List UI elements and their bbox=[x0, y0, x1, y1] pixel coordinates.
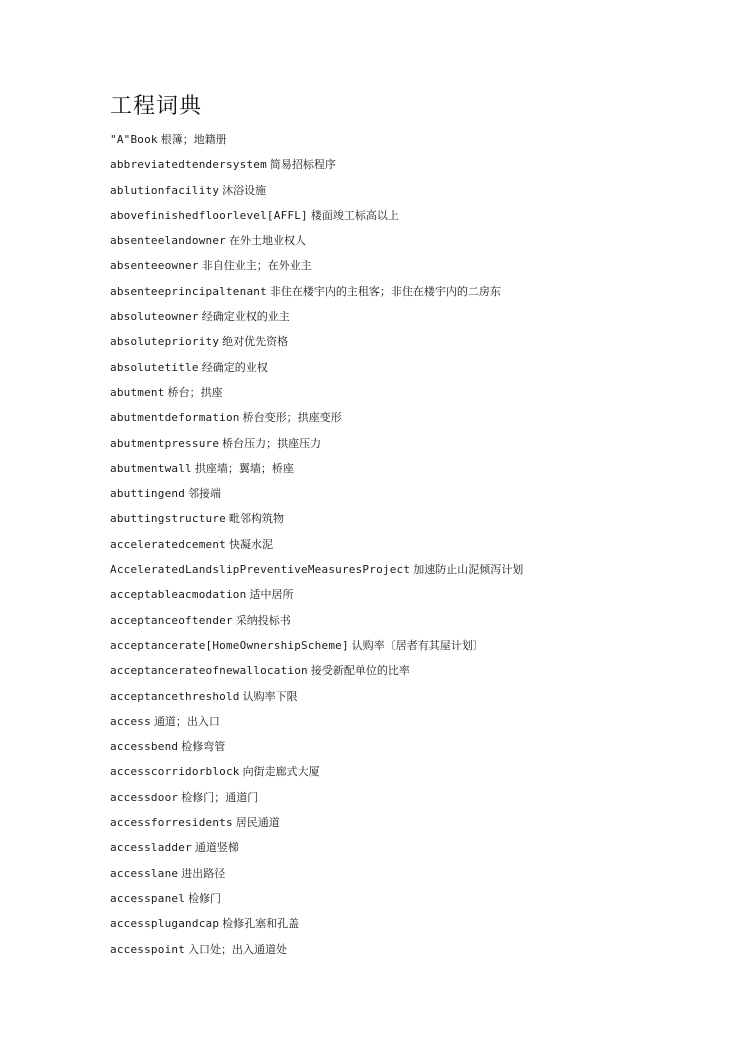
entry-term: acceptancethreshold bbox=[110, 689, 240, 703]
entry-term: "A"Book bbox=[110, 133, 158, 146]
entry-definition: 桥台；拱座 bbox=[167, 385, 223, 399]
entry-term: acceleratedcement bbox=[110, 537, 226, 551]
entry-definition: 简易招标程序 bbox=[269, 158, 336, 172]
entry-definition: 居民通道 bbox=[235, 816, 280, 830]
glossary-entry bbox=[110, 837, 730, 862]
entry-definition: 检修孔塞和孔盖 bbox=[222, 917, 300, 931]
entry-definition: 适中居所 bbox=[249, 588, 294, 602]
glossary-entry bbox=[110, 382, 730, 407]
entry-definition: 向街走廊式大厦 bbox=[242, 765, 320, 779]
entry-definition: 在外土地业权人 bbox=[228, 234, 306, 248]
entry-term: accesscorridorblock bbox=[110, 765, 240, 779]
entry-definition: 进出路径 bbox=[181, 866, 226, 880]
entry-definition: 采纳投标书 bbox=[235, 613, 291, 627]
glossary-entry bbox=[110, 559, 730, 584]
entry-term: abutment bbox=[110, 385, 165, 399]
glossary-entry bbox=[110, 357, 730, 382]
entry-term: accessplugandcap bbox=[110, 917, 220, 931]
entry-term: absenteeprincipaltenant bbox=[110, 284, 267, 298]
entry-term: accessdoor bbox=[110, 790, 179, 804]
glossary-entry bbox=[110, 863, 730, 888]
glossary-entry bbox=[110, 635, 730, 660]
glossary-entry bbox=[110, 787, 730, 812]
entry-definition: 楼面竣工标高以上 bbox=[310, 208, 399, 222]
glossary-entry bbox=[110, 154, 730, 179]
glossary-entry bbox=[110, 205, 730, 230]
entry-term: AcceleratedLandslipPreventiveMeasuresProject bbox=[110, 563, 411, 577]
entry-definition: 毗邻构筑物 bbox=[228, 512, 284, 526]
entry-term: accesslane bbox=[110, 866, 179, 880]
glossary-entry bbox=[110, 610, 730, 635]
glossary-entry bbox=[110, 281, 730, 306]
page-title: 工程词典 bbox=[110, 94, 203, 119]
entry-definition: 加速防止山泥倾泻计划 bbox=[413, 563, 524, 577]
glossary-entry bbox=[110, 736, 730, 761]
glossary-entry bbox=[110, 534, 730, 559]
glossary-entry bbox=[110, 686, 730, 711]
glossary-entry bbox=[110, 433, 730, 458]
glossary-entry bbox=[110, 407, 730, 432]
entry-term: accessforresidents bbox=[110, 816, 233, 830]
entry-term: accessladder bbox=[110, 841, 192, 855]
entry-term: absolutetitle bbox=[110, 360, 199, 374]
entry-definition: 通道竖梯 bbox=[194, 841, 239, 855]
entry-term: accesspanel bbox=[110, 891, 186, 905]
entry-term: acceptancerate[HomeOwnershipScheme] bbox=[110, 638, 349, 652]
entry-term: accesspoint bbox=[110, 942, 186, 956]
entry-definition: 根簿；地籍册 bbox=[160, 133, 227, 146]
entry-definition: 快凝水泥 bbox=[228, 537, 273, 551]
entry-definition: 通道；出入口 bbox=[153, 714, 220, 728]
entry-definition: 绝对优先资格 bbox=[222, 335, 289, 349]
glossary-entry bbox=[110, 255, 730, 280]
entry-definition: 检修门 bbox=[188, 891, 222, 905]
glossary-entry bbox=[110, 230, 730, 255]
entry-definition: 接受新配单位的比率 bbox=[310, 664, 410, 678]
glossary-entry bbox=[110, 888, 730, 913]
entry-term: accessbend bbox=[110, 740, 179, 754]
glossary-entry bbox=[110, 458, 730, 483]
glossary-entry bbox=[110, 711, 730, 736]
entry-term: acceptancerateofnewallocation bbox=[110, 664, 308, 678]
entry-definition: 邻接端 bbox=[188, 487, 222, 501]
entry-term: abovefinishedfloorlevel[AFFL] bbox=[110, 208, 308, 222]
entry-term: abbreviatedtendersystem bbox=[110, 158, 267, 172]
glossary-entry bbox=[110, 180, 730, 205]
glossary-entry bbox=[110, 508, 730, 533]
entry-term: access bbox=[110, 714, 151, 728]
entry-term: abutmentdeformation bbox=[110, 411, 240, 425]
glossary-entry bbox=[110, 939, 730, 964]
entry-definition: 沐浴设施 bbox=[222, 183, 267, 197]
entry-term: ablutionfacility bbox=[110, 183, 220, 197]
glossary-entry bbox=[110, 331, 730, 356]
entry-definition: 拱座墙；翼墙；桥座 bbox=[194, 461, 294, 475]
entry-term: absoluteowner bbox=[110, 310, 199, 324]
glossary-entry bbox=[110, 584, 730, 609]
entry-definition: 检修门；通道门 bbox=[181, 790, 259, 804]
glossary-entry bbox=[110, 761, 730, 786]
entry-definition: 经确定的业权 bbox=[201, 360, 268, 374]
glossary-entry bbox=[110, 129, 730, 154]
entry-term: absenteeowner bbox=[110, 259, 199, 273]
entry-term: acceptanceoftender bbox=[110, 613, 233, 627]
entry-term: abutmentpressure bbox=[110, 436, 220, 450]
entry-definition: 认购率〔居者有其屋计划〕 bbox=[351, 638, 484, 652]
entry-definition: 经确定业权的业主 bbox=[201, 310, 290, 324]
entry-definition: 非自住业主；在外业主 bbox=[201, 259, 312, 273]
glossary-entry bbox=[110, 812, 730, 837]
glossary-entry bbox=[110, 660, 730, 685]
entry-term: acceptableacmodation bbox=[110, 588, 247, 602]
entry-definition: 认购率下限 bbox=[242, 689, 298, 703]
entry-definition: 非住在楼宇内的主租客；非住在楼宇内的二房东 bbox=[269, 284, 501, 298]
entry-definition: 入口处；出入通道处 bbox=[188, 942, 288, 956]
entry-term: abutmentwall bbox=[110, 461, 192, 475]
entry-term: abuttingend bbox=[110, 487, 186, 501]
glossary-entry-list bbox=[110, 129, 730, 964]
glossary-entry bbox=[110, 913, 730, 938]
entry-definition: 桥台变形；拱座变形 bbox=[242, 411, 342, 425]
glossary-entry bbox=[110, 306, 730, 331]
entry-term: absolutepriority bbox=[110, 335, 220, 349]
entry-definition: 检修弯管 bbox=[181, 740, 226, 754]
entry-term: abuttingstructure bbox=[110, 512, 226, 526]
entry-term: absenteelandowner bbox=[110, 234, 226, 248]
glossary-entry bbox=[110, 483, 730, 508]
entry-definition: 桥台压力；拱座压力 bbox=[222, 436, 322, 450]
